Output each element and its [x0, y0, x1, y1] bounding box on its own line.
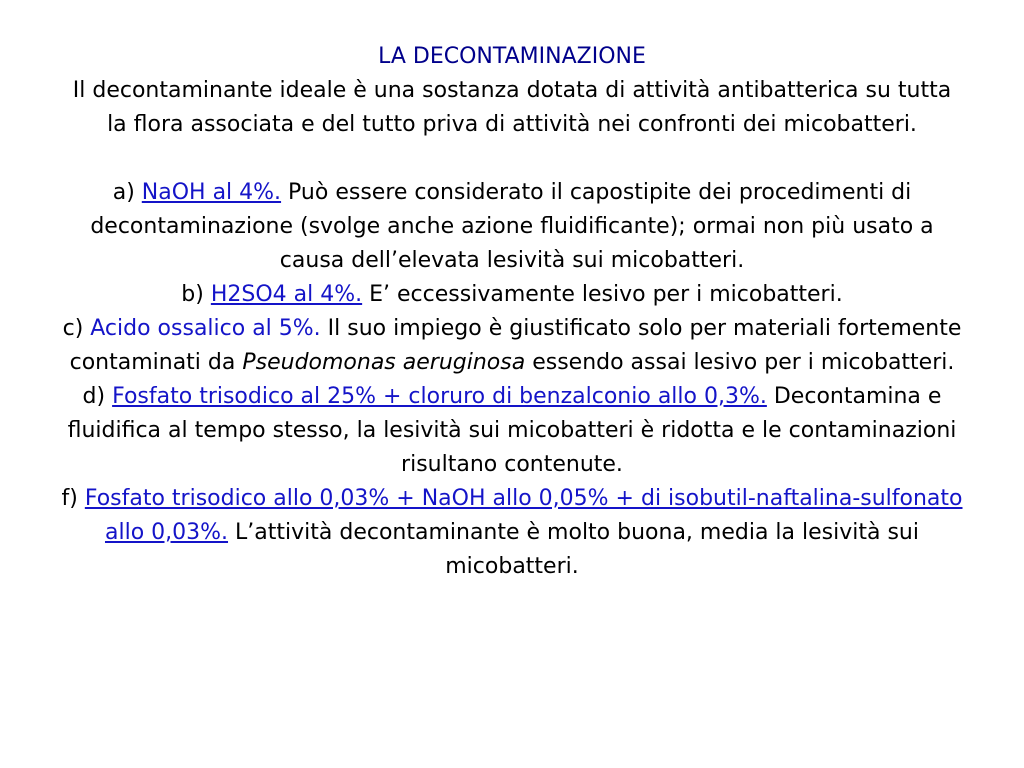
item-name-link[interactable]: Fosfato trisodico al 25% + cloruro di benzalconio allo 0,3%.: [112, 384, 767, 409]
item-text: E’ eccessivamente lesivo per i micobatteri.: [362, 282, 843, 307]
item-prefix: d): [82, 384, 113, 409]
item-text: Decontamina e fluidifica al tempo stesso, la lesività sui micobatteri è ridotta e le contaminazioni risultano contenute.: [67, 384, 957, 477]
item-c: [60, 312, 964, 380]
item-text: Il suo impiego è giustificato solo per materiali fortemente contaminati da: [69, 316, 962, 375]
item-name-link[interactable]: H2SO4 al 4%.: [210, 282, 363, 307]
item-name: Acido ossalico al 5%.: [90, 316, 321, 341]
item-prefix: f): [61, 486, 85, 511]
item-b: [60, 278, 964, 312]
intro-paragraph: Il decontaminante ideale è una sostanza dotata di attività antibatterica su tutta la flora associata e del tutto priva di attività nei confronti dei micobatteri.: [72, 78, 952, 137]
item-text: essendo assai lesivo per i micobatteri.: [525, 350, 955, 375]
item-name-link[interactable]: Fosfato trisodico allo 0,03% + NaOH allo 0,05% + di isobutil-naftalina-sulfonato allo 0,03%.: [84, 486, 963, 545]
item-italic-text: Pseudomonas aeruginosa: [242, 350, 526, 375]
item-prefix: c): [62, 316, 91, 341]
item-name-link[interactable]: NaOH al 4%.: [141, 180, 282, 205]
item-a: [60, 176, 964, 278]
item-text: L’attività decontaminante è molto buona, media la lesività sui micobatteri.: [228, 520, 919, 579]
item-text: Può essere considerato il capostipite dei procedimenti di decontaminazione (svolge anche azione fluidificante); ormai non più usato a causa dell’elevata lesività sui micobatteri.: [90, 180, 934, 273]
item-prefix: a): [112, 180, 142, 205]
item-f: [60, 482, 964, 584]
spacer: [60, 142, 964, 176]
item-prefix: b): [181, 282, 211, 307]
slide-title: LA DECONTAMINAZIONE: [378, 44, 646, 69]
item-d: [60, 380, 964, 482]
